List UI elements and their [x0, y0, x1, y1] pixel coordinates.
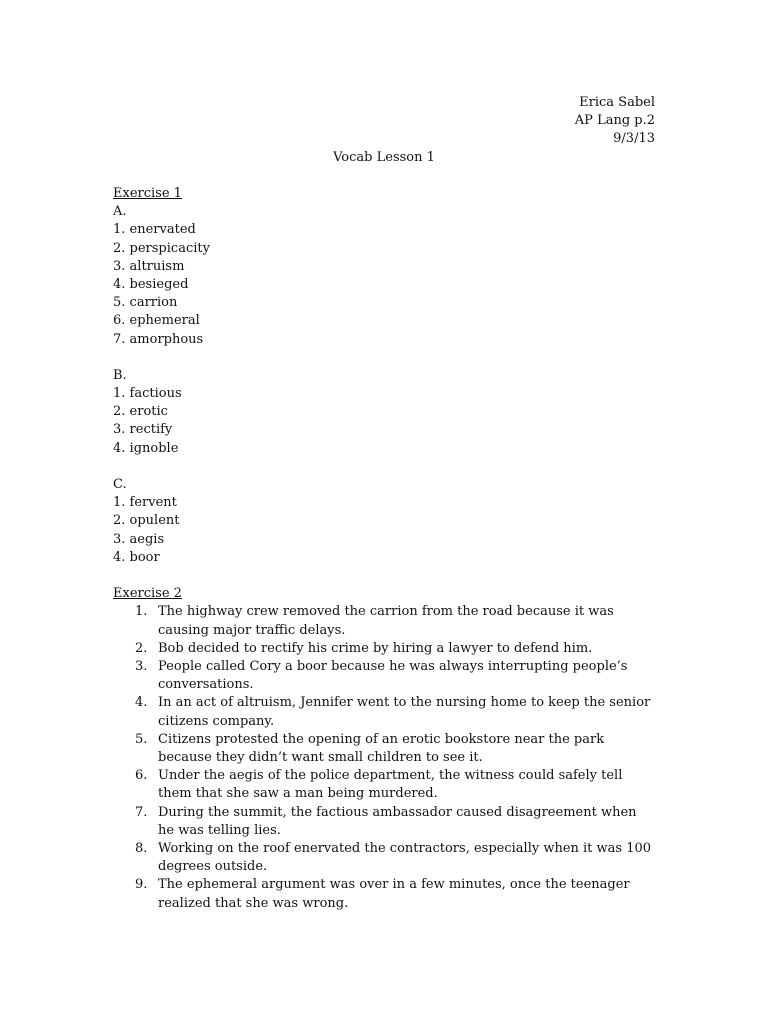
exercise-1-section-b — [113, 367, 673, 458]
sentence-item — [113, 840, 653, 876]
section-label: C. — [113, 477, 127, 492]
sentence-text: In an act of altruism, Jennifer went to the nursing home to keep the senior citizens company. — [158, 695, 651, 729]
sentence-item — [113, 731, 653, 767]
exercise-1-section-c — [113, 476, 673, 567]
list-item: 2. erotic — [113, 404, 168, 420]
sentence-text: Citizens protested the opening of an erotic bookstore near the park because they didn’t want small children to see it. — [158, 731, 605, 765]
exercise-2-heading: Exercise 2 — [113, 586, 182, 602]
document-header — [575, 94, 655, 149]
exercise-1-section-a — [113, 203, 673, 349]
sentence-number: 4. — [135, 695, 148, 711]
list-item: 4. boor — [113, 549, 160, 565]
sentence-text: Working on the roof enervated the contractors, especially when it was 100 degrees outside. — [158, 840, 652, 875]
sentence-text: During the summit, the factious ambassador caused disagreement when he was telling lies. — [158, 804, 637, 838]
sentence-item — [113, 603, 653, 639]
sentence-item — [113, 640, 653, 658]
document-body — [113, 185, 673, 913]
list-item: 4. ignoble — [113, 440, 179, 456]
document-date: 9/3/13 — [613, 131, 655, 147]
sentence-text: Bob decided to rectify his crime by hiring a lawyer to defend him. — [158, 640, 593, 656]
list-item: 3. aegis — [113, 531, 165, 547]
student-name: Erica Sabel — [579, 95, 655, 110]
exercise-2-list — [113, 603, 673, 912]
list-item: 5. carrion — [113, 295, 178, 311]
sentence-number: 1. — [135, 604, 148, 620]
list-item: 2. opulent — [113, 513, 180, 529]
sentence-item — [113, 694, 653, 730]
section-label: B. — [113, 367, 127, 383]
blank-line — [113, 567, 673, 585]
sentence-number: 7. — [135, 804, 148, 820]
sentence-number: 3. — [135, 658, 148, 674]
sentence-text: The ephemeral argument was over in a few minutes, once the teenager realized that she was wrong. — [158, 877, 630, 911]
list-item: 2. perspicacity — [113, 240, 210, 256]
list-item: 4. besieged — [113, 276, 189, 292]
sentence-text: People called Cory a boor because he was always interrupting people’s conversations. — [158, 658, 628, 693]
list-item: 3. rectify — [113, 422, 173, 438]
sentence-number: 6. — [135, 768, 148, 784]
sentence-number: 5. — [135, 731, 148, 747]
sentence-text: The highway crew removed the carrion from the road because it was causing major traffic delays. — [158, 604, 614, 638]
list-item: 3. altruism — [113, 258, 185, 274]
list-item: 7. amorphous — [113, 331, 204, 347]
list-item: 1. enervated — [113, 222, 196, 238]
section-label: A. — [113, 204, 127, 220]
sentence-number: 2. — [135, 640, 148, 656]
list-item: 1. fervent — [113, 495, 177, 511]
exercise-1-heading: Exercise 1 — [113, 186, 182, 201]
list-item: 1. factious — [113, 386, 182, 402]
sentence-item — [113, 767, 653, 803]
sentence-number: 9. — [135, 877, 148, 893]
list-item: 6. ephemeral — [113, 313, 200, 329]
sentence-item — [113, 804, 653, 840]
class-period: AP Lang p.2 — [574, 113, 655, 129]
document-title: Vocab Lesson 1 — [333, 150, 435, 165]
blank-line — [113, 458, 673, 476]
sentence-item — [113, 658, 653, 694]
sentence-text: Under the aegis of the police department, the witness could safely tell them that she saw a man being murdered. — [158, 768, 623, 802]
sentence-number: 8. — [135, 840, 148, 856]
blank-line — [113, 349, 673, 367]
sentence-item — [113, 876, 653, 912]
